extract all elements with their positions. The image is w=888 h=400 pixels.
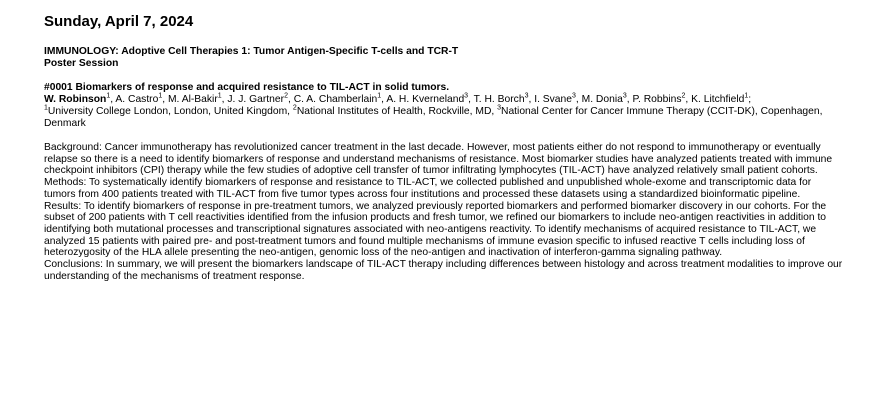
author-affiliation-mark: 1 (377, 92, 382, 100)
author-affiliation-mark: 3 (571, 92, 576, 100)
author-affiliation-mark: 1 (158, 92, 163, 100)
results-paragraph: Results: To identify biomarkers of response in pre-treatment tumors, we analyzed previously reported biomarkers and performed biomarker discovery in our cohorts. For the subset of 200 patients with T cell reactivities identified from the infusion products and fresh tumor, we refined our biomarkers to include neo-antigen reactivities in addition to identifying both mutational processes and transcriptional signatures associated with neo-antigens reactivity. To identify mechanisms of acquired resistance to TIL-ACT, we analyzed 15 patients with paired pre- and post-treatment tumors and found multiple mechanisms of immune evasion specific to infused reactive T cells including loss of heterozygosity of the HLA allele presenting the neo-antigen, genomic loss of the neo-antigen and inactivation of interferon-gamma signaling pathway. (44, 200, 827, 259)
author-affiliation-mark: 2 (284, 92, 288, 100)
author-name: J. J. Gartner (227, 94, 285, 105)
affiliation-list (44, 106, 844, 130)
affiliation-text: National Center for Cancer Immune Therapy (CCIT-DK), Copenhagen, Denmark (44, 106, 823, 129)
session-title: IMMUNOLOGY: Adoptive Cell Therapies 1: Tumor Antigen-Specific T-cells and TCR-T (44, 46, 459, 57)
author-name: M. Donia (581, 94, 623, 105)
author-affiliation-mark: 1 (106, 92, 111, 100)
author-affiliation-mark: 1 (744, 92, 749, 100)
background-paragraph: Background: Cancer immunotherapy has revolutionized cancer treatment in the last decade. However, most patients either do not respond to immunotherapy or eventually relapse so there is a need to identify biomarkers of response and understand mechanisms of resistance. Most biomarker studies have analyzed patients treated with immune checkpoint inhibitors (CPI) therapy while the few studies of adoptive cell transfer of tumor infiltrating lymphocytes (TIL-ACT) have analyzed relatively small patient cohorts. (44, 142, 833, 177)
affiliation-number: 2 (292, 104, 297, 112)
methods-paragraph: Methods: To systematically identify biomarkers of response and resistance to TIL-ACT, we collected published and unpublished whole-exome and transcriptomic data for tumors from 400 patients treated with TIL-ACT from five tumor types across four institutions and processed these datasets using a standardized bioinformatic pipeline. (44, 177, 812, 200)
author-name: P. Robbins (632, 94, 682, 105)
abstract-title: #0001 Biomarkers of response and acquired resistance to TIL-ACT in solid tumors. (44, 82, 450, 93)
author-name: A. Castro (115, 94, 159, 105)
author-affiliation-mark: 1 (217, 92, 222, 100)
affiliation-text: University College London, London, United Kingdom, (47, 106, 293, 117)
author-name: C. A. Chamberlain (293, 94, 378, 105)
conclusions-paragraph: Conclusions: In summary, we will present the biomarkers landscape of TIL-ACT therapy including differences between histology and across treatment modalities to improve our understanding of the mechanisms of treatment response. (44, 259, 843, 282)
author-name: I. Svane (534, 94, 572, 105)
page-date: Sunday, April 7, 2024 (44, 13, 194, 30)
author-name: T. H. Borch (473, 94, 525, 105)
abstract-body (44, 142, 844, 282)
author-list: W. Robinson$^1$, A. Castro$^1$, M. Al-Bakir$^1$, J. J. Gartner$^2$, C. A. Chamberlain$^1$, A. H. Kverneland$^3$, T. H. Borch$^3$, I. Svane$^3$, M. Donia$^3$, P. Robbins$^2$, K. Litchfield$^1$; (44, 92, 752, 105)
author-affiliation-mark: 2 (681, 92, 686, 100)
author-name: K. Litchfield (691, 94, 745, 105)
author-affiliation-mark: 3 (622, 92, 627, 100)
session-heading (44, 46, 844, 70)
author-name: M. Al-Bakir (167, 94, 218, 105)
author-affiliation-mark: 3 (524, 92, 529, 100)
abstract-page (44, 12, 844, 282)
affiliation-number: 1 (44, 104, 48, 112)
author-name: W. Robinson (44, 94, 107, 105)
author-affiliation-mark: 3 (464, 92, 469, 100)
affiliation-text: National Institutes of Health, Rockville, MD, (296, 106, 498, 117)
author-name: A. H. Kverneland (386, 94, 465, 105)
affiliation-number: 3 (497, 104, 502, 112)
session-type: Poster Session (44, 58, 119, 69)
